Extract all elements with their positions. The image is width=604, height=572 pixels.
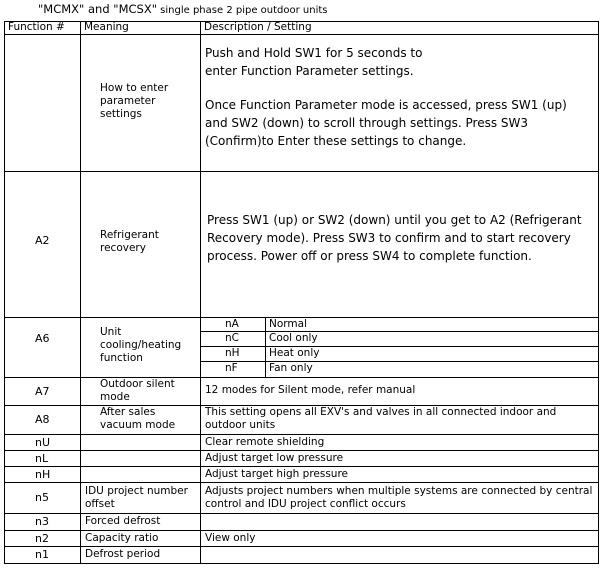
function-code: A6 [35,332,50,345]
meaning-refrigerant-recovery: Refrigerant recovery [100,229,159,254]
mode-label: Fan only [269,362,313,374]
function-code: A7 [35,385,50,398]
desc-view-only: View only [205,532,256,544]
meaning-forced-defrost: Forced defrost [85,515,161,527]
meaning-outdoor-silent: Outdoor silent mode [100,378,175,403]
mode-label: Heat only [269,347,320,359]
header-meaning: Meaning [84,21,129,33]
mode-code: nC [225,332,239,344]
mode-code: nF [225,362,238,374]
desc-project-numbers: Adjusts project numbers when multiple systems are connected by central control and IDU project conflict occurs [205,485,593,510]
desc-scroll-settings: Once Function Parameter mode is accessed, press SW1 (up) and SW2 (down) to scroll through settings. Press SW3 (Confirm)to Enter these settings to change. [205,98,567,148]
function-code: nL [35,452,49,465]
desc-remote-shielding: Clear remote shielding [205,436,325,448]
desc-low-pressure: Adjust target low pressure [205,452,344,464]
meaning-how-to-enter: How to enter parameter settings [100,82,169,120]
function-code: n5 [35,491,49,504]
desc-refrigerant-recovery: Press SW1 (up) or SW2 (down) until you get to A2 (Refrigerant Recovery mode). Press SW3 to confirm and to start recovery process. Power off or press SW4 to complete function. [207,213,582,263]
desc-vacuum-mode: This setting opens all EXV's and valves in all connected indoor and outdoor units [205,406,557,431]
meaning-idu-offset: IDU project number offset [85,485,188,510]
function-code: n1 [35,548,49,561]
function-code: A8 [35,413,50,426]
function-code: n3 [35,515,49,528]
meaning-vacuum-mode: After sales vacuum mode [100,406,176,431]
function-code: nU [35,436,51,449]
meaning-cooling-heating: Unit cooling/heating function [100,326,182,364]
mode-code: nA [225,318,239,330]
desc-high-pressure: Adjust target high pressure [205,468,349,480]
meaning-capacity-ratio: Capacity ratio [85,532,159,544]
meaning-defrost-period: Defrost period [85,548,161,560]
header-function: Function # [8,21,65,33]
mode-label: Cool only [269,332,318,344]
function-code: nH [35,468,51,481]
function-code: A2 [35,234,50,247]
table-title: "MCMX" and "MCSX" single phase 2 pipe outdoor units [38,2,328,16]
function-code: n2 [35,532,49,545]
mode-code: nH [225,347,240,359]
header-description: Description / Setting [204,21,312,33]
desc-silent-modes: 12 modes for Silent mode, refer manual [205,384,416,396]
desc-enter-settings: Push and Hold SW1 for 5 seconds to enter Function Parameter settings. [205,46,423,78]
mode-label: Normal [269,318,307,330]
